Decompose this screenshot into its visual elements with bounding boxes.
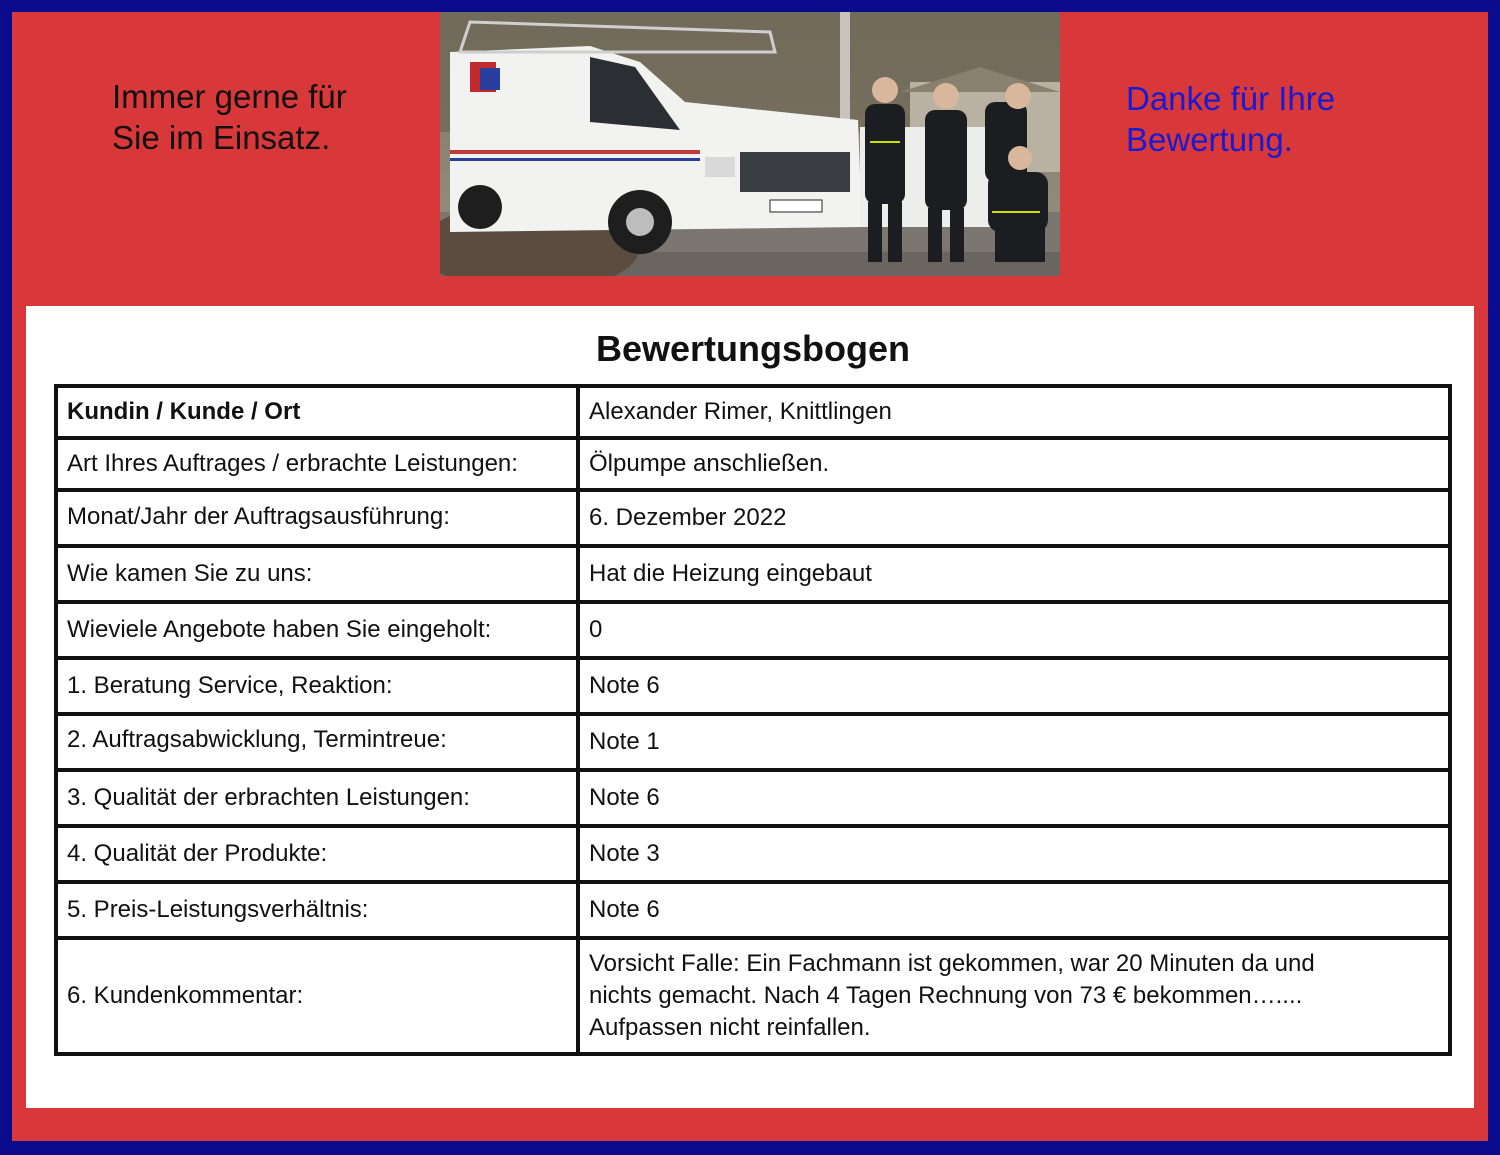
form-title: Bewertungsbogen [595,328,910,369]
row-value-rating-3: Note 6 [578,770,1450,826]
row-value-date: 6. Dezember 2022 [578,490,1450,546]
table-row [56,882,1450,938]
row-label-comment: 6. Kundenkommentar: [56,938,578,1054]
tagline-left: Immer gerne für Sie im Einsatz. [112,78,347,156]
row-label-date: Monat/Jahr der Auftragsausführung: [56,490,578,546]
row-value-rating-1: Note 6 [578,658,1450,714]
table-row [56,826,1450,882]
table-row [56,546,1450,602]
row-value-customer: Alexander Rimer, Knittlingen [578,386,1450,438]
table-row [56,490,1450,546]
row-label-rating-1: 1. Beratung Service, Reaktion: [56,658,578,714]
row-value-rating-4: Note 3 [578,826,1450,882]
row-value-rating-2: Note 1 [578,714,1450,770]
tagline-right: Danke für Ihre Bewertung. [1126,80,1336,158]
row-value-order-type: Ölpumpe anschließen. [578,438,1450,490]
table-row [56,770,1450,826]
table-row [56,386,1450,438]
row-value-offers: 0 [578,602,1450,658]
row-label-rating-2: 2. Auftragsabwicklung, Termintreue: [56,714,578,770]
rating-form-panel [26,306,1474,1108]
row-label-rating-3: 3. Qualität der erbrachten Leistungen: [56,770,578,826]
row-value-comment: Vorsicht Falle: Ein Fachmann ist gekommen, war 20 Minuten da und nichts gemacht. Nach 4 Tagen Rechnung von 73 € bekommen….... Aufpassen nicht reinfallen. [578,938,1450,1054]
team-van-photo [440,12,1060,276]
row-label-rating-5: 5. Preis-Leistungsverhältnis: [56,882,578,938]
table-row [56,602,1450,658]
table-row [56,714,1450,770]
rating-table [54,384,1452,1056]
table-row [56,658,1450,714]
row-label-rating-4: 4. Qualität der Produkte: [56,826,578,882]
row-value-rating-5: Note 6 [578,882,1450,938]
table-row [56,438,1450,490]
row-label-order-type: Art Ihres Auftrages / erbrachte Leistungen: [56,438,578,490]
table-row [56,938,1450,1054]
row-value-referral: Hat die Heizung eingebaut [578,546,1450,602]
row-label-offers: Wieviele Angebote haben Sie eingeholt: [56,602,578,658]
row-label-referral: Wie kamen Sie zu uns: [56,546,578,602]
row-label-customer: Kundin / Kunde / Ort [56,386,578,438]
